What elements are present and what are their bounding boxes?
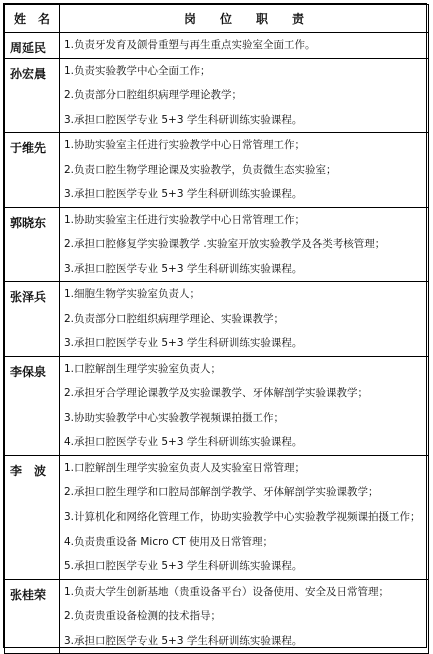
duty-item: 1.负责牙发育及颌骨重塑与再生重点实验室全面工作。 (64, 39, 316, 51)
duty-list (60, 33, 429, 59)
table-row (5, 207, 429, 282)
staff-name: 郭晓东 (5, 207, 60, 282)
staff-name: 张泽兵 (5, 282, 60, 357)
duty-item: 3.承担口腔医学专业 5+3 学生科研训练实验课程。 (64, 634, 303, 647)
table-row (5, 133, 429, 208)
duty-item: 1.细胞生物学实验室负责人； (64, 288, 201, 300)
table-body (5, 33, 429, 654)
duty-item: 2.负责部分口腔组织病理学理论教学； (64, 89, 243, 101)
duty-item: 4.负责贵重设备 Micro CT 使用及日常管理； (64, 535, 274, 548)
duty-item: 2.负责口腔生物学理论课及实验教学，负责微生态实验室； (64, 163, 337, 176)
duty-item: 1.负责大学生创新基地（贵重设备平台）设备使用、安全及日常管理； (64, 585, 390, 598)
staff-name: 李保泉 (5, 356, 60, 455)
table-row (5, 58, 429, 133)
header-name: 姓 名 (5, 5, 60, 33)
duty-list (60, 356, 429, 455)
duty-item: 2.承担口腔生理学和口腔局部解剖学教学、牙体解剖学实验课教学； (64, 486, 379, 498)
staff-name: 于维先 (5, 133, 60, 208)
duty-item: 3.承担口腔医学专业 5+3 学生科研训练实验课程。 (64, 188, 303, 200)
duty-item: 3.承担口腔医学专业 5+3 学生科研训练实验课程。 (64, 337, 303, 349)
duty-list (60, 58, 429, 133)
staff-name: 张桂荣 (5, 579, 60, 654)
duty-list (60, 133, 429, 208)
duty-item: 1.负责实验教学中心全面工作； (64, 64, 211, 77)
duty-item: 2.负责贵重设备检测的技术指导； (64, 610, 222, 622)
duty-list (60, 282, 429, 357)
duty-item: 3.承担口腔医学专业 5+3 学生科研训练实验课程。 (64, 113, 303, 126)
duty-item: 1.协助实验室主任进行实验教学中心日常管理工作； (64, 213, 306, 226)
duty-item: 2.负责部分口腔组织病理学理论、实验课教学； (64, 312, 285, 325)
duty-list (60, 579, 429, 654)
duty-item: 1.口腔解剖生理学实验室负责人； (64, 362, 222, 375)
staff-name: 孙宏晨 (5, 58, 60, 133)
duty-list (60, 207, 429, 282)
staff-name: 李 波 (5, 455, 60, 579)
duty-item: 2.承担口腔修复学实验课教学 .实验室开放实验教学及各类考核管理； (64, 238, 386, 250)
table-row (5, 33, 429, 59)
duty-list (60, 455, 429, 579)
duty-item: 1.口腔解剖生理学实验室负责人及实验室日常管理； (64, 461, 306, 474)
duty-item: 3.计算机化和网络化管理工作，协助实验教学中心实验教学视频课拍摄工作； (64, 510, 421, 523)
table-row (5, 455, 429, 579)
duty-item: 3.承担口腔医学专业 5+3 学生科研训练实验课程。 (64, 262, 303, 275)
header-duty: 岗 位 职 责 (60, 5, 429, 33)
table-row (5, 282, 429, 357)
duty-table (4, 4, 429, 654)
table-header-row (5, 5, 429, 33)
table-row (5, 356, 429, 455)
duty-item: 2.承担牙合学理论课教学及实验课教学、牙体解剖学实验课教学； (64, 387, 369, 399)
duty-item: 5.承担口腔医学专业 5+3 学生科研训练实验课程。 (64, 560, 303, 572)
table-row (5, 579, 429, 654)
duty-item: 3.协助实验教学中心实验教学视频课拍摄工作； (64, 411, 285, 424)
duty-item: 1.协助实验室主任进行实验教学中心日常管理工作； (64, 139, 306, 151)
duty-item: 4.承担口腔医学专业 5+3 学生科研训练实验课程。 (64, 436, 303, 448)
duty-table-sheet (3, 3, 427, 648)
staff-name: 周延民 (5, 33, 60, 59)
